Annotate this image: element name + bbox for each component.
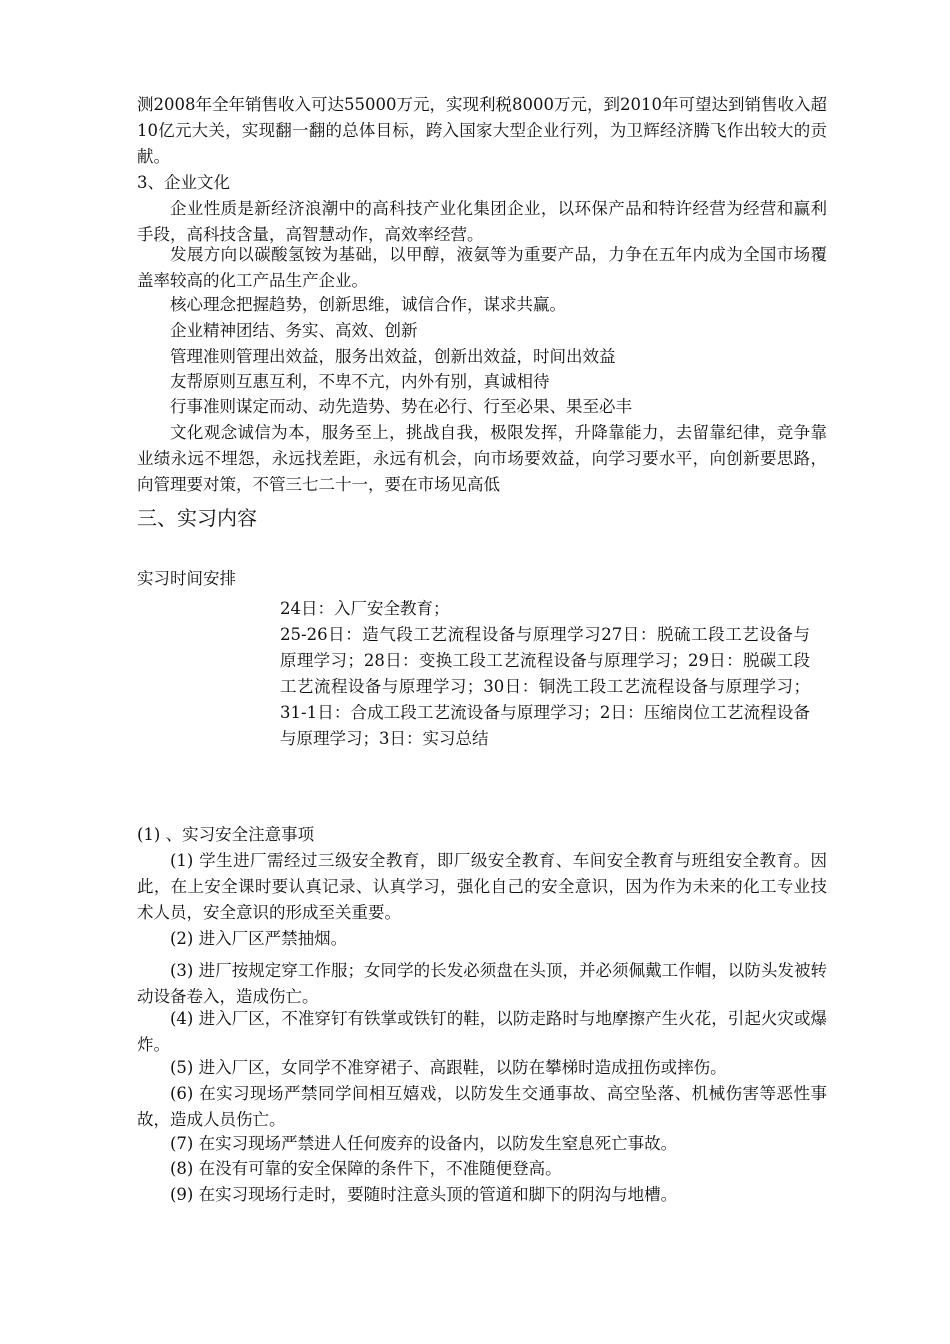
culture-management: 管理准则管理出效益，服务出效益，创新出效益，时间出效益 bbox=[170, 347, 616, 366]
safety-item: (2) 进入厂区严禁抽烟。 bbox=[170, 929, 348, 948]
safety-item: (1) 学生进厂需经过三级安全教育，即厂级安全教育、车间安全教育与班组安全教育。因此，在上安全课时要认真记录、认真学习，强化自己的安全意识，因为作为未来的化工专业技术人员，安全意识的形成至关重要。 bbox=[137, 851, 827, 922]
safety-item: (4) 进入厂区，不准穿钉有铁掌或铁钉的鞋，以防走路时与地摩擦产生火花，引起火灾或爆炸。 bbox=[137, 1009, 827, 1054]
section-heading: 三、实习内容 bbox=[137, 506, 257, 530]
schedule-label: 实习时间安排 bbox=[137, 569, 236, 588]
culture-core: 核心理念把握趋势，创新思维，诚信合作，谋求共赢。 bbox=[170, 295, 566, 314]
safety-item: (8) 在没有可靠的安全保障的条件下，不准随便登高。 bbox=[170, 1159, 562, 1178]
culture-direction: 发展方向以碳酸氢铵为基础，以甲醇，液氨等为重要产品，力争在五年内成为全国市场覆盖率较高的化工产品生产企业。 bbox=[137, 245, 827, 290]
safety-item: (6) 在实习现场严禁同学间相互嬉戏，以防发生交通事故、高空坠落、机械伤害等恶性事故，造成人员伤亡。 bbox=[137, 1084, 827, 1129]
intro-paragraph: 测2008年全年销售收入可达55000万元，实现利税8000万元，到2010年可望达到销售收入超10亿元大关，实现翻一翻的总体目标，跨入国家大型企业行列，为卫辉经济腾飞作出较大的贡献。 bbox=[137, 95, 827, 166]
schedule-body: 25-26日：造气段工艺流程设备与原理学习27日：脱硫工段工艺设备与原理学习；28日：变换工段工艺流程设备与原理学习；29日：脱碳工段工艺流程设备与原理学习；30日：铜洗工段工艺流程设备与原理学习；31-1日：合成工段工艺流设备与原理学习；2日：压缩岗位工艺流程设备与原理学习；3日：实习总结 bbox=[280, 625, 810, 748]
schedule-line-1: 24日：入厂安全教育； bbox=[280, 599, 450, 618]
culture-nature: 企业性质是新经济浪潮中的高科技产业化集团企业，以环保产品和特许经营为经营和赢利手段，高科技含量，高智慧动作，高效率经营。 bbox=[137, 199, 827, 244]
culture-spirit: 企业精神团结、务实、高效、创新 bbox=[170, 321, 418, 340]
culture-friendship: 友帮原则互惠互利，不卑不亢，内外有别，真诚相待 bbox=[170, 372, 550, 391]
culture-values: 文化观念诚信为本，服务至上，挑战自我，极限发挥，升降靠能力，去留靠纪律，竞争靠业绩永远不埋怨，永远找差距，永远有机会，向市场要效益，向学习要水平，向创新要思路，向管理要对策，不管三七二十一，要在市场见高低 bbox=[137, 423, 827, 494]
culture-heading: 3、企业文化 bbox=[137, 173, 230, 192]
culture-conduct: 行事准则谋定而动、动先造势、势在必行、行至必果、果至必丰 bbox=[170, 397, 632, 416]
safety-item: (7) 在实习现场严禁进人任何废弃的设备内，以防发生窒息死亡事故。 bbox=[170, 1134, 678, 1153]
safety-item: (3) 进厂按规定穿工作服；女同学的长发必须盘在头顶，并必须佩戴工作帽，以防头发被转动设备卷入，造成伤亡。 bbox=[137, 961, 827, 1006]
safety-item: (5) 进入厂区，女同学不准穿裙子、高跟鞋，以防在攀梯时造成扭伤或摔伤。 bbox=[170, 1058, 727, 1077]
safety-heading: (1) 、实习安全注意事项 bbox=[137, 825, 315, 844]
safety-item: (9) 在实习现场行走时，要随时注意头顶的管道和脚下的阴沟与地槽。 bbox=[170, 1185, 678, 1204]
